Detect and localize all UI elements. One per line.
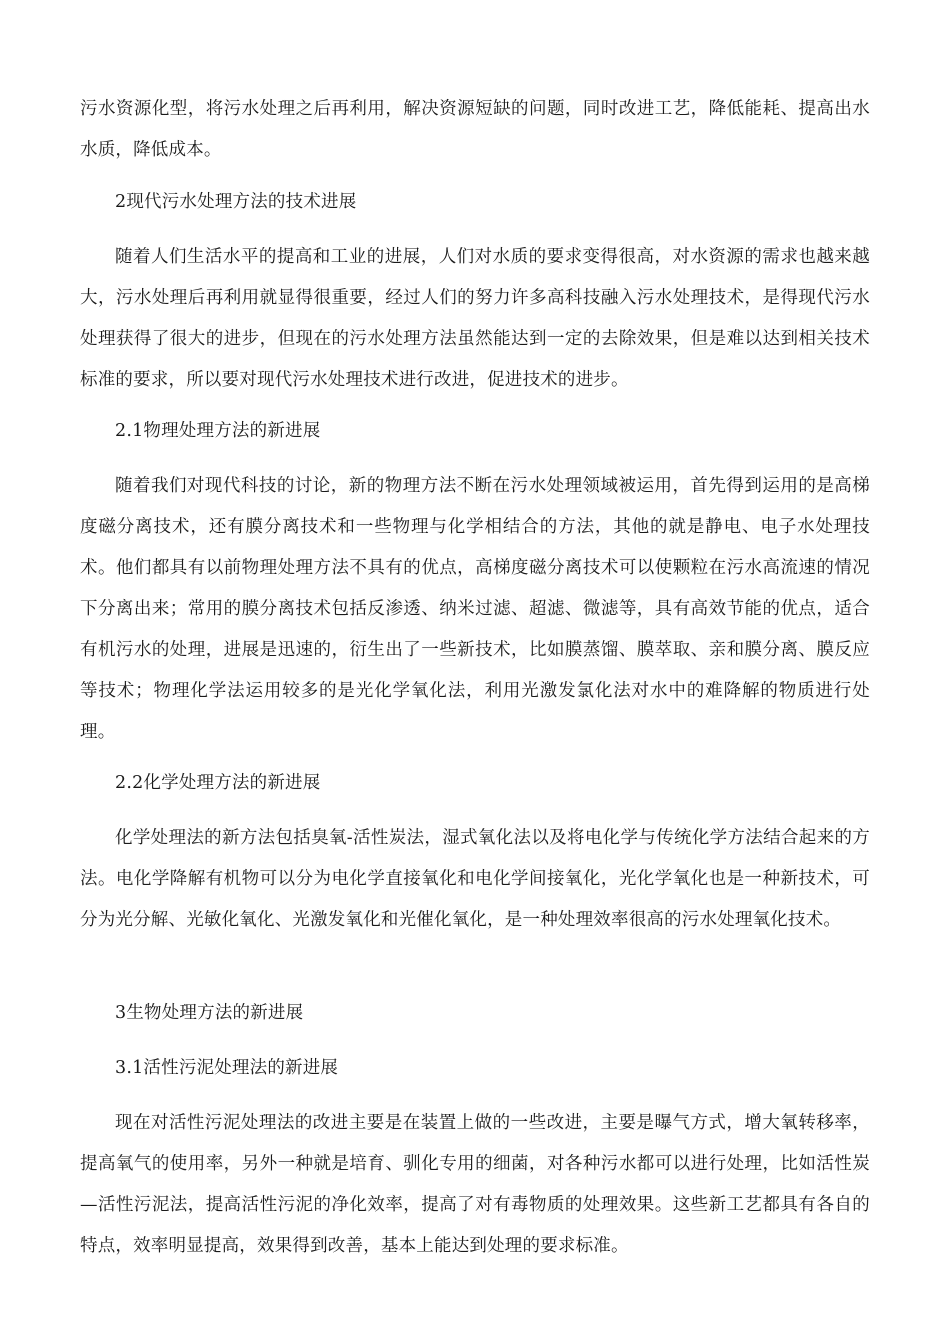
paragraph-section-2-2: 化学处理法的新方法包括臭氧-活性炭法，湿式氧化法以及将电化学与传统化学方法结合起来的方法。电化学降解有机物可以分为电化学直接氧化和电化学间接氧化，光化学氧化也是一种新技术，可分为光分解、光敏化氧化、光激发氧化和光催化氧化，是一种处理效率很高的污水处理氧化技术。 — [80, 827, 870, 930]
heading-section-2-2: 2.2化学处理方法的新进展 — [115, 772, 321, 793]
heading-section-2: 2现代污水处理方法的技术进展 — [115, 191, 357, 212]
paragraph-intro-continuation: 污水资源化型，将污水处理之后再利用，解决资源短缺的问题，同时改进工艺，降低能耗、提高出水水质，降低成本。 — [80, 98, 870, 160]
paragraph-section-3-1: 现在对活性污泥处理法的改进主要是在装置上做的一些改进，主要是曝气方式，增大氧转移率，提高氧气的使用率，另外一种就是培育、驯化专用的细菌，对各种污水都可以进行处理，比如活性炭—活性污泥法，提高活性污泥的净化效率，提高了对有毒物质的处理效果。这些新工艺都具有各自的特点，效率明显提高，效果得到改善，基本上能达到处理的要求标准。 — [80, 1112, 870, 1256]
heading-section-2-1: 2.1物理处理方法的新进展 — [115, 420, 321, 441]
heading-section-3-1: 3.1活性污泥处理法的新进展 — [115, 1057, 339, 1078]
heading-section-3: 3生物处理方法的新进展 — [115, 1002, 304, 1023]
paragraph-section-2-1: 随着我们对现代科技的讨论，新的物理方法不断在污水处理领域被运用，首先得到运用的是高梯度磁分离技术，还有膜分离技术和一些物理与化学相结合的方法，其他的就是静电、电子水处理技术。他们都具有以前物理处理方法不具有的优点，高梯度磁分离技术可以使颗粒在污水高流速的情况下分离出来；常用的膜分离技术包括反渗透、纳米过滤、超滤、微滤等，具有高效节能的优点，适合有机污水的处理，进展是迅速的，衍生出了一些新技术，比如膜蒸馏、膜萃取、亲和膜分离、膜反应等技术；物理化学法运用较多的是光化学氧化法，利用光激发氯化法对水中的难降解的物质进行处理。 — [80, 475, 870, 742]
paragraph-section-2: 随着人们生活水平的提高和工业的进展，人们对水质的要求变得很高，对水资源的需求也越来越大，污水处理后再利用就显得很重要，经过人们的努力许多高科技融入污水处理技术，是得现代污水处理获得了很大的进步，但现在的污水处理方法虽然能达到一定的去除效果，但是难以达到相关技术标准的要求，所以要对现代污水处理技术进行改进，促进技术的进步。 — [80, 246, 870, 390]
